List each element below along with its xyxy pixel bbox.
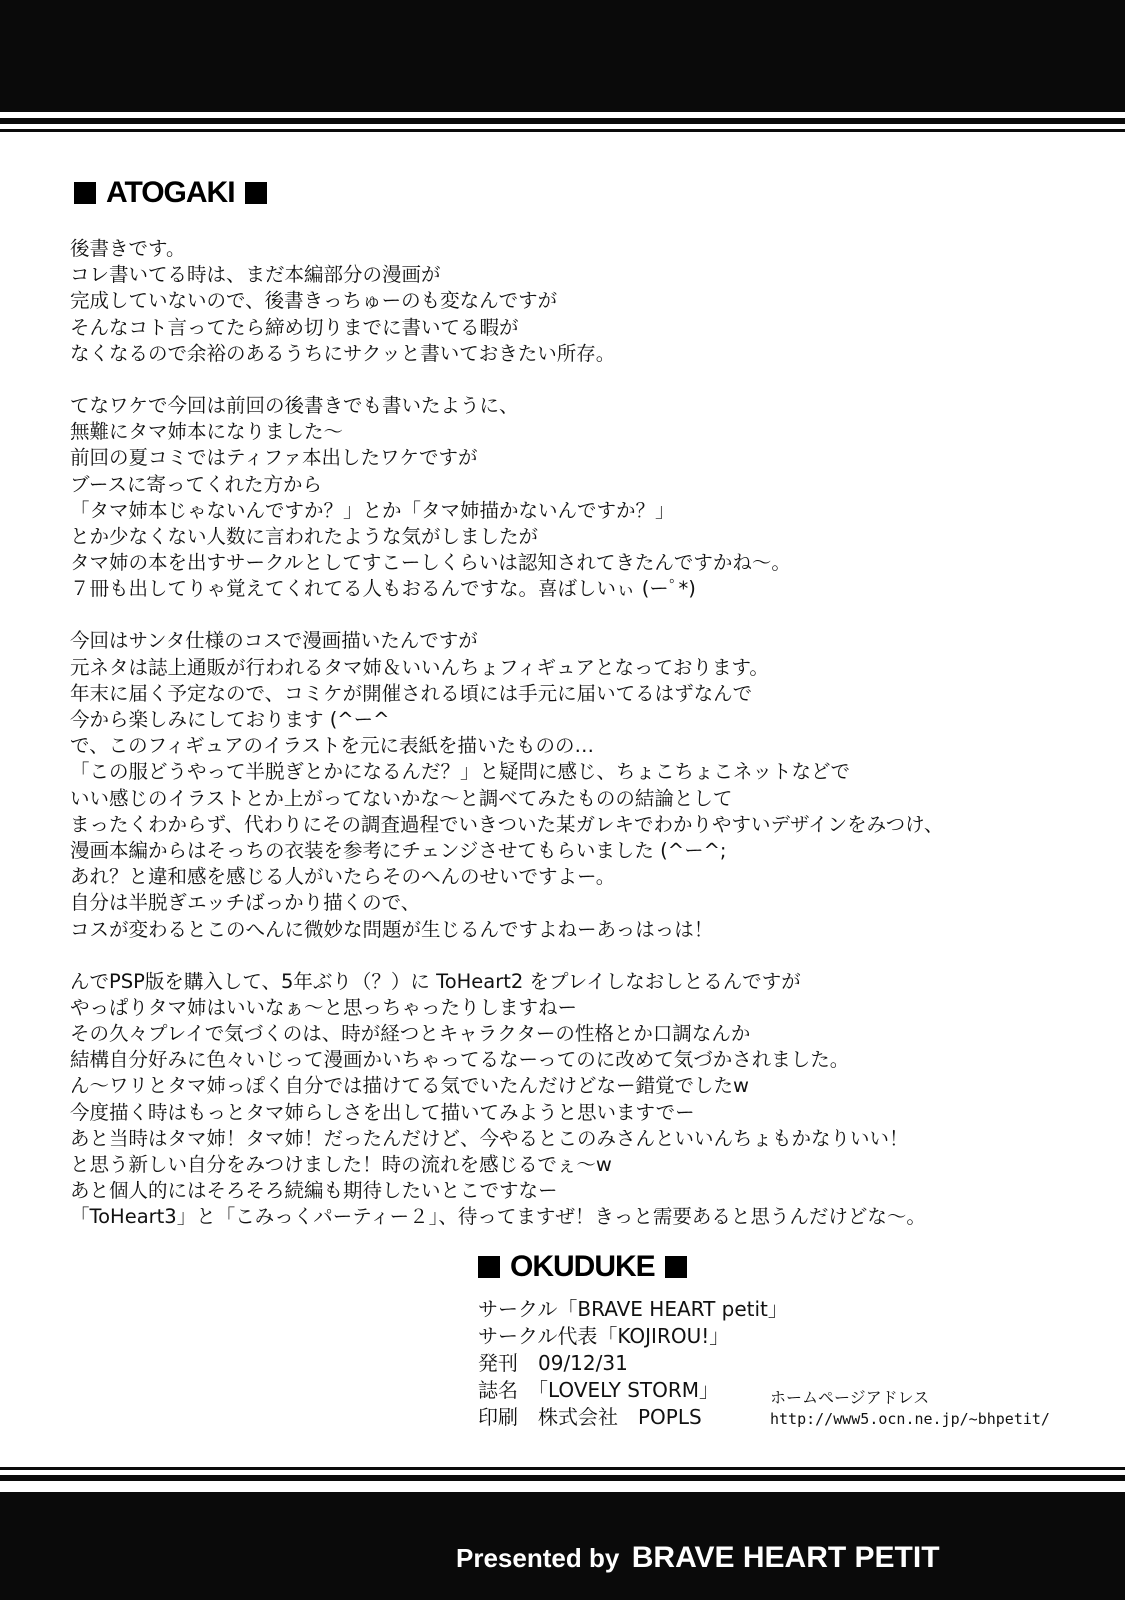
text-line: 後書きです。 [70,237,186,260]
text-line: 元ネタは誌上通販が行われるタマ姉＆いいんちょフィギュアとなっております。 [70,655,769,679]
text-line: で、このフィギュアのイラストを元に表紙を描いたものの… [70,734,594,758]
paragraph-3 [70,628,1080,942]
text-line: タマ姉の本を出すサークルとしてすこーしくらいは認知されてきたんですかね～。 [70,551,791,575]
paragraph-1 [70,236,1080,367]
text-line: なくなるので余裕のあるうちにサクッと書いておきたい所存。 [70,341,616,365]
bottom-rule-2 [0,1475,1125,1481]
text-line: やっぱりタマ姉はいいなぁ～と思っちゃったりしますねー [70,995,578,1019]
paragraph-2 [70,393,1080,603]
text-line: 今から楽しみにしております (^ー^ [70,708,390,731]
colophon-line: 誌名 「LOVELY STORM」 [478,1378,720,1402]
atogaki-heading [74,176,267,210]
text-line: コスが変わるとこのへんに微妙な問題が生じるんですよねーあっはっは！ [70,917,714,941]
text-line: あと個人的にはそろそろ続編も期待したいとこですなー [70,1179,558,1203]
text-line: まったくわからず、代わりにその調査過程でいきついた某ガレキでわかりやすいデザインをみつけ、 [70,812,944,836]
text-line: てなワケで今回は前回の後書きでも書いたように、 [70,393,519,417]
circle-name: BRAVE HEART PETIT [631,1541,940,1574]
okuduke-title: OKUDUKE [510,1250,655,1283]
text-line: 結構自分好みに色々いじって漫画かいちゃってるなーってのに改めて気づかされました。 [70,1048,850,1072]
text-line: コレ書いてる時は、まだ本編部分の漫画が [70,263,441,287]
text-line: そんなコト言ってたら締め切りまでに書いてる暇が [70,315,519,339]
atogaki-title: ATOGAKI [106,176,235,209]
presented-by-label: Presented by [456,1543,620,1573]
text-line: あれ？と違和感を感じる人がいたらそのへんのせいですよー。 [70,865,616,889]
text-line: 前回の夏コミではティファ本出したワケですが [70,446,478,470]
square-bullet-icon [665,1256,687,1278]
text-line: 自分は半脱ぎエッチばっかり描くので、 [70,891,421,915]
text-line: ん～ワリとタマ姉っぽく自分では描けてる気でいたんだけどなー錯覚でしたw [70,1074,749,1098]
presented-by-footer [456,1541,940,1575]
text-line: 「ToHeart3」と「こみっくパーティー２」、待ってますぜ！きっと需要あると思うんだけどな～。 [70,1205,926,1229]
top-black-band [0,0,1125,112]
text-line: 「この服どうやって半脱ぎとかになるんだ？」と疑問に感じ、ちょこちょこネットなどで [70,760,851,784]
text-line: 今回はサンタ仕様のコスで漫画描いたんですが [70,629,478,653]
text-line: その久々プレイで気づくのは、時が経つとキャラクターの性格とか口調なんか [70,1022,751,1046]
text-line: 年末に届く予定なので、コミケが開催される頃には手元に届いてるはずなんで [70,681,753,705]
bottom-rule-1 [0,1467,1125,1470]
square-bullet-icon [478,1256,500,1278]
text-line: 漫画本編からはそっちの衣装を参考にチェンジさせてもらいました (^ー^; [70,838,727,862]
text-line: 今度描く時はもっとタマ姉らしさを出して描いてみようと思いますでー [70,1100,695,1124]
text-line: 「タマ姉本じゃないんですか？」とか「タマ姉描かないんですか？」 [70,498,675,522]
paragraph-4 [70,969,1080,1231]
colophon-line: 発刊 09/12/31 [478,1351,628,1375]
text-line: 完成していないので、後書きっちゅーのも変なんですが [70,289,558,313]
top-rule-1 [0,118,1125,124]
homepage-url[interactable]: http://www5.ocn.ne.jp/~bhpetit/ [770,1410,1050,1428]
top-rule-2 [0,129,1125,132]
square-bullet-icon [74,182,96,204]
text-line: 無難にタマ姉本になりました～ [70,420,344,444]
colophon-line: 印刷 株式会社 POPLS [478,1405,702,1429]
text-line: ７冊も出してりゃ覚えてくれてる人もおるんですな。喜ばしいぃ (ーﾟ*) [70,577,696,601]
colophon-line: サークル「BRAVE HEART petit」 [478,1297,788,1321]
text-line: んでPSP版を購入して、5年ぶり（？）に ToHeart2 をプレイしなおしとるんですが [70,969,801,993]
text-line: いい感じのイラストとか上がってないかな～と調べてみたものの結論として [70,786,733,810]
square-bullet-icon [245,182,267,204]
colophon-line: サークル代表「KOJIROU!」 [478,1324,730,1348]
text-line: あと当時はタマ姉！タマ姉！だったんだけど、今やるとこのみさんといいんちょもかなりいい！ [70,1126,909,1150]
colophon [478,1296,788,1431]
okuduke-heading [478,1250,687,1284]
afterword-text [70,236,1080,1257]
text-line: と思う新しい自分をみつけました！時の流れを感じるでぇ～w [70,1153,612,1176]
text-line: とか少なくない人数に言われたような気がしましたが [70,524,539,548]
homepage-label: ホームページアドレス [770,1388,930,1407]
text-line: ブースに寄ってくれた方から [70,472,322,496]
